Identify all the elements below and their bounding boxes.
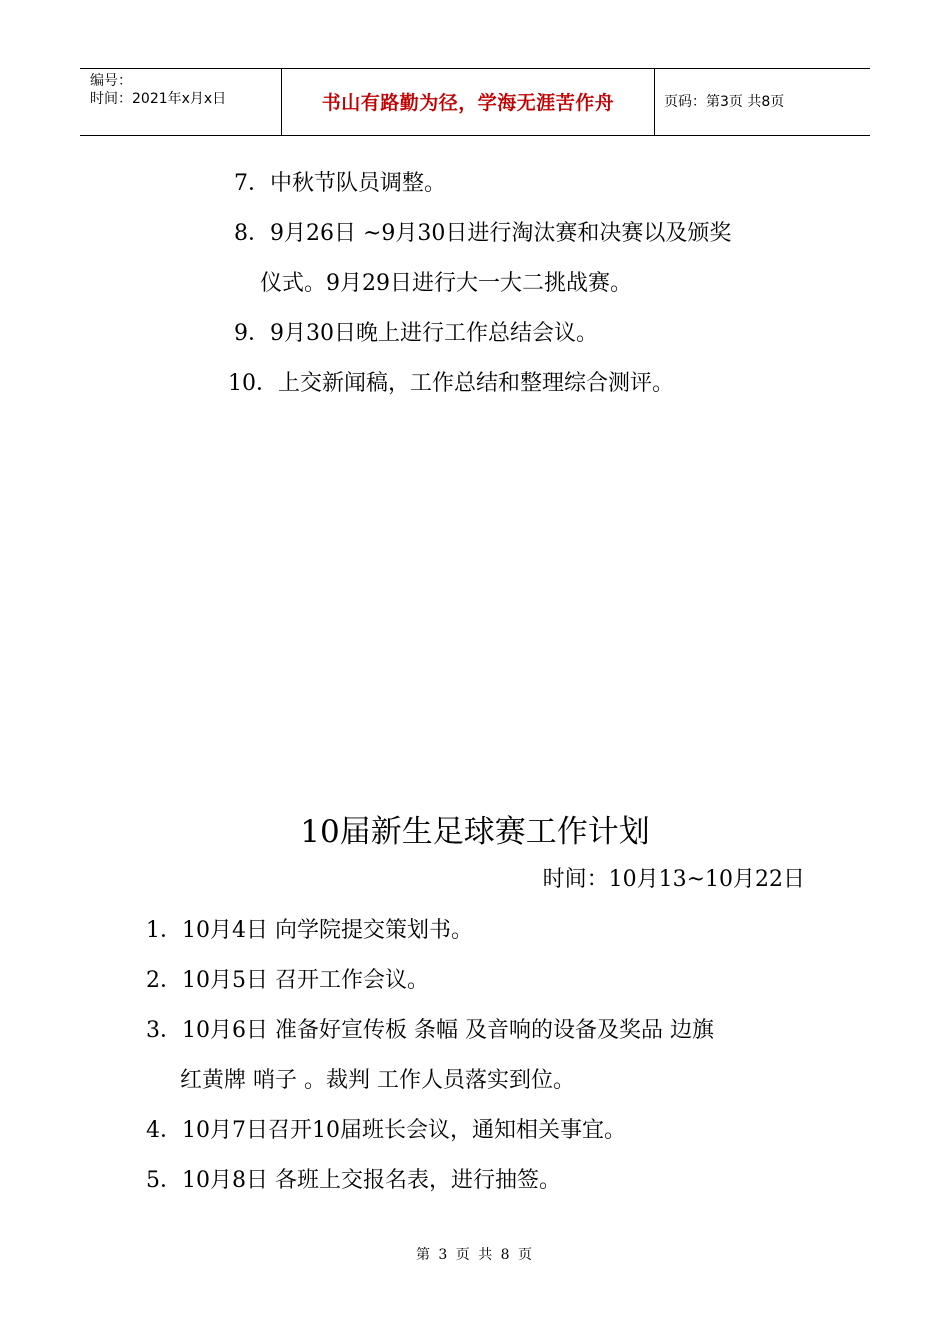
- page-footer: 第 3 页 共 8 页: [415, 1247, 535, 1263]
- section2-item-3-continued: 红黄牌 哨子 。裁判 工作人员落实到位。: [180, 1068, 575, 1093]
- header-page-info: 页码：第3页 共8页: [664, 94, 785, 110]
- document-number-label: 编号：: [90, 73, 132, 89]
- document-time-label: 时间：2021年x月x日: [90, 91, 227, 107]
- section2-item-2: 2．10月5日 召开工作会议。: [146, 968, 429, 993]
- section2-item-1: 1．10月4日 向学院提交策划书。: [146, 918, 473, 943]
- section1-item-7: 7．中秋节队员调整。: [234, 171, 446, 196]
- section2-title: 10届新生足球赛工作计划: [300, 814, 650, 850]
- section1-item-8: 8．9月26日 ~9月30日进行淘汰赛和决赛以及颁奖: [234, 221, 732, 246]
- document-header: [80, 68, 870, 136]
- section2-item-5: 5．10月8日 各班上交报名表，进行抽签。: [146, 1168, 561, 1193]
- section2-item-4: 4．10月7日召开10届班长会议，通知相关事宜。: [146, 1118, 626, 1143]
- section1-item-9: 9．9月30日晚上进行工作总结会议。: [234, 321, 598, 346]
- section1-item-10: 10．上交新闻稿，工作总结和整理综合测评。: [228, 371, 674, 396]
- section1-item-8-continued: 仪式。9月29日进行大一大二挑战赛。: [260, 271, 632, 296]
- header-meta-cell: [80, 69, 281, 135]
- header-motto: 书山有路勤为径，学海无涯苦作舟: [321, 92, 615, 114]
- section2-time: 时间：10月13~10月22日: [542, 867, 805, 892]
- section2-item-3: 3．10月6日 准备好宣传板 条幅 及音响的设备及奖品 边旗: [146, 1018, 714, 1043]
- header-page-cell: [655, 69, 870, 135]
- header-motto-cell: [281, 69, 655, 135]
